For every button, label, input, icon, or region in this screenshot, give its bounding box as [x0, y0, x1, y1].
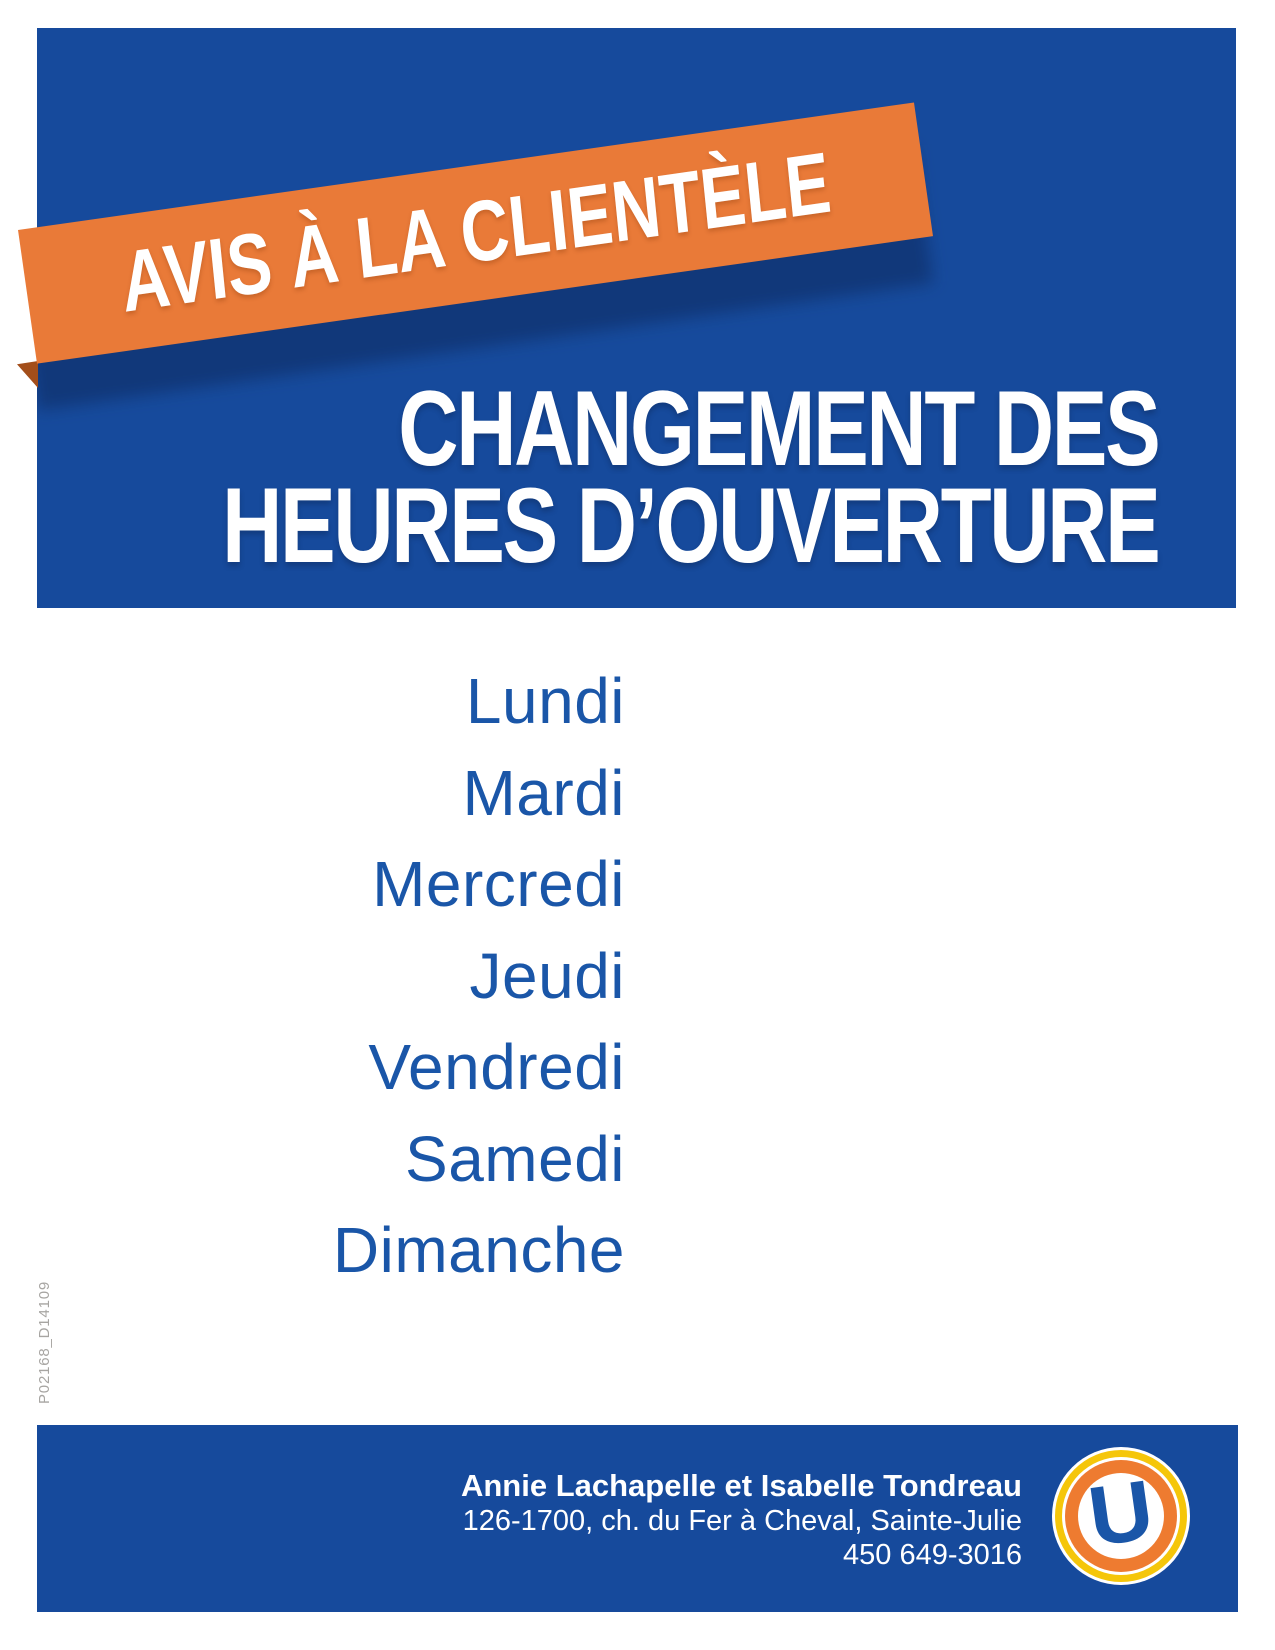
page-title-line2: HEURES D’OUVERTURE — [221, 465, 1158, 585]
store-phone: 450 649-3016 — [843, 1539, 1022, 1571]
day-item-saturday: Samedi — [405, 1122, 625, 1195]
print-code: P02168_D14109 — [36, 1280, 53, 1404]
pharmacist-names: Annie Lachapelle et Isabelle Tondreau — [460, 1468, 1022, 1503]
day-item-friday: Vendredi — [368, 1031, 625, 1103]
day-item-sunday: Dimanche — [332, 1214, 625, 1286]
page-title — [37, 368, 1158, 585]
store-address: 126-1700, ch. du Fer à Cheval, Sainte-Julie — [462, 1505, 1022, 1537]
day-item-tuesday: Mardi — [462, 756, 625, 829]
page-title-line1: CHANGEMENT DES — [397, 368, 1158, 488]
day-item-wednesday: Mercredi — [372, 848, 625, 920]
day-item-thursday: Jeudi — [469, 939, 625, 1012]
days-list — [333, 656, 625, 1297]
ribbon-label: AVIS À LA CLIENTÈLE — [116, 134, 835, 331]
uniprix-logo — [1052, 1447, 1190, 1585]
ribbon-fold — [17, 361, 38, 388]
logo-center-disc — [1078, 1462, 1164, 1565]
day-item-monday: Lundi — [465, 665, 625, 737]
logo-letter-u-icon: U — [1082, 1462, 1159, 1565]
footer-contact-block — [461, 1468, 1022, 1572]
